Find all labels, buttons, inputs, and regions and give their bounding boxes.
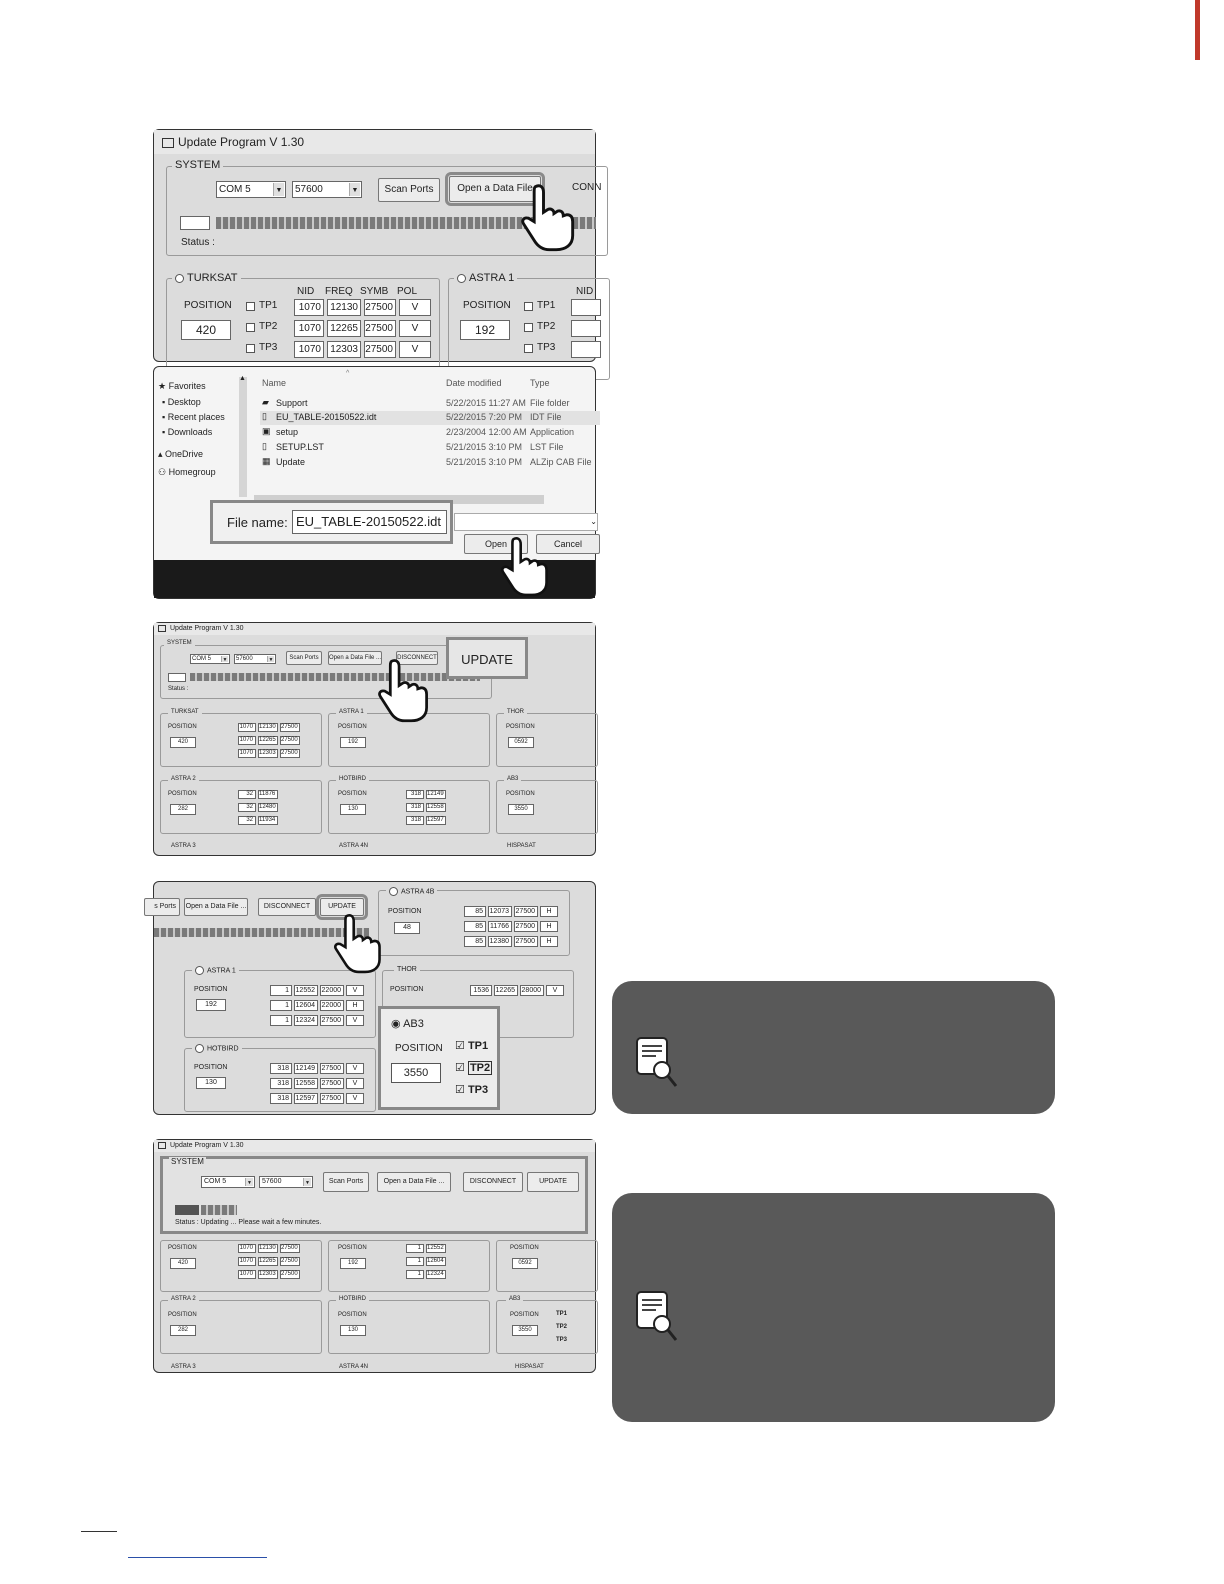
astra1-legend: ASTRA 1 [192,966,239,975]
file-name-callout [210,500,453,544]
freq-cell[interactable]: 12597 [426,816,446,825]
ab3-legend: AB3 [504,776,521,782]
astra4n-legend: ASTRA 4N [336,1364,371,1370]
chevron-down-icon: ▼ [349,183,360,196]
scan-ports-button[interactable]: Scan Ports [286,651,322,665]
symb-cell[interactable]: 27500 [320,1078,344,1089]
ab3-legend: AB3 [506,1296,523,1302]
screenshot-file-dialog [153,366,596,599]
window-icon [158,1142,166,1149]
window-title: Update Program V 1.30 [170,625,244,632]
astra1-position-field[interactable]: 192 [196,999,226,1011]
pol-cell[interactable]: V [346,1063,364,1074]
hand-pointer-icon [499,535,561,597]
tp1-label: TP1 [259,300,278,311]
position-label: POSITION [338,724,367,730]
column-date[interactable]: Date modified [446,378,502,388]
baud-rate-value: 57600 [295,184,323,195]
nid-cell[interactable]: 1 [406,1257,424,1266]
symb-cell[interactable]: 27500 [280,749,300,758]
freq-cell[interactable]: 12265 [258,736,278,745]
archive-icon: ▦ [262,456,271,466]
hand-pointer-icon [332,912,394,974]
nid-cell[interactable]: 318 [270,1078,292,1089]
symb-cell[interactable]: 27500 [320,1063,344,1074]
com-port-select[interactable]: COM 5 ▼ [201,1176,255,1188]
tp2-checkbox[interactable] [246,323,255,332]
astra4b-legend: ASTRA 4B [386,887,437,896]
freq-cell[interactable]: 12265 [494,985,518,996]
tp2-checkbox[interactable] [524,323,533,332]
hotbird-legend: HOTBIRD [336,1296,369,1302]
system-legend: SYSTEM [171,1157,204,1166]
symb-cell[interactable]: 22000 [320,1000,344,1011]
turksat-legend: TURKSAT [168,709,202,715]
position-label: POSITION [168,724,197,730]
astra1-legend: ASTRA 1 [336,709,367,715]
astra2-position-field[interactable]: 282 [170,1325,196,1336]
nid-cell[interactable]: 32 [238,816,256,825]
pol-cell[interactable]: V [399,341,431,358]
nid-cell[interactable]: 318 [406,816,424,825]
baud-rate-select[interactable]: 57600 ▼ [259,1176,313,1188]
astra2-legend: ASTRA 2 [168,776,199,782]
position-label: POSITION [506,724,535,730]
baud-rate-select[interactable] [292,181,362,198]
progress-bar [201,1205,237,1215]
nid-cell[interactable]: 1070 [238,1270,256,1279]
note-box-2 [612,1193,1055,1422]
thor-legend: THOR [394,966,420,973]
tp3-label: TP3 [259,342,278,353]
pol-cell[interactable]: H [540,936,558,947]
com-port-value: COM 5 [219,184,251,195]
com-port-select[interactable]: COM 5 ▼ [190,654,230,664]
tp3-checkbox-checked[interactable]: ☑ TP3 [455,1084,489,1096]
symb-cell[interactable]: 27500 [280,723,300,732]
progress-box [168,673,186,682]
nid-cell[interactable]: 1070 [294,320,324,337]
freq-cell[interactable]: 12324 [426,1270,446,1279]
freq-cell[interactable]: 12558 [426,803,446,812]
sidebar-item-homegroup[interactable]: ⚇ Homegroup [158,467,216,477]
nid-cell[interactable]: 318 [270,1063,292,1074]
nid-header: NID [297,286,315,297]
checkbox-checked-icon: ☑ [455,1084,465,1096]
document-icon: ▯ [262,441,267,451]
nid-cell[interactable]: 1070 [294,299,324,316]
column-name[interactable]: Name [262,378,287,388]
nid-cell[interactable]: 1 [406,1244,424,1253]
tp2-label: TP2 [556,1324,568,1330]
note-magnifier-icon [634,1035,680,1091]
system-status-callout [160,1156,588,1234]
position-label: POSITION [510,1245,539,1251]
tp2-label: TP2 [537,321,556,332]
nid-header: NID [576,286,594,297]
symb-cell[interactable]: 27500 [320,1093,344,1104]
nid-cell[interactable]: 318 [406,790,424,799]
freq-cell[interactable]: 12265 [327,320,361,337]
sidebar-item-favorites[interactable]: ★ Favorites [158,381,206,391]
file-row[interactable]: ▦ Update 5/21/2015 3:10 PM ALZip CAB File [262,456,592,467]
sort-indicator-icon: ^ [346,370,350,377]
disconnect-button[interactable]: DISCONNECT [258,898,316,916]
open-data-file-button[interactable]: Open a Data File ... [184,898,248,916]
nid-cell[interactable]: 1070 [238,736,256,745]
astra1-radio[interactable] [195,966,204,975]
symb-header: SYMB [360,286,389,297]
pol-header: POL [397,286,418,297]
symb-cell[interactable]: 27500 [514,906,538,917]
connect-button-partial[interactable]: CONN [572,182,602,193]
ab3-callout [378,1006,500,1110]
chevron-down-icon: ⌄ [590,517,597,526]
tp3-checkbox[interactable] [524,344,533,353]
thor-position-field[interactable]: 0592 [508,737,534,748]
nid-cell[interactable]: 85 [464,921,486,932]
file-row[interactable]: ▯ SETUP.LST 5/21/2015 3:10 PM LST File [262,441,564,452]
nid-cell[interactable]: 32 [238,803,256,812]
symb-cell[interactable]: 27500 [364,341,396,358]
thor-position-field[interactable]: 0592 [512,1258,538,1269]
freq-cell[interactable]: 12380 [488,936,512,947]
symb-cell[interactable]: 27500 [280,1270,300,1279]
freq-cell[interactable]: 12324 [294,1015,318,1026]
position-label: POSITION [168,1312,197,1318]
screenshot-open-data-file [153,129,602,362]
symb-cell[interactable]: 27500 [514,921,538,932]
nid-cell[interactable]: 1 [270,1015,292,1026]
freq-cell[interactable]: 11934 [258,816,278,825]
turksat-position-field[interactable]: 420 [181,320,231,340]
position-label: POSITION [168,1245,197,1251]
accent-bar [1195,0,1200,60]
astra1-position-field[interactable]: 192 [340,1258,366,1269]
hispasat-legend: HISPASAT [512,1364,547,1370]
position-label: POSITION [194,986,228,993]
hand-pointer-icon [376,657,442,723]
turksat-legend: TURKSAT [172,272,241,284]
progress-box [180,216,210,230]
chevron-down-icon: ▼ [245,1178,253,1186]
status-label: Status : [168,686,189,692]
symb-cell[interactable]: 28000 [520,985,544,996]
filename-dropdown[interactable] [454,513,598,531]
freq-cell[interactable]: 12552 [294,985,318,996]
title-bar [154,623,595,635]
freq-cell[interactable]: 12265 [258,1257,278,1266]
turksat-position-field[interactable]: 420 [170,737,196,748]
symb-cell[interactable]: 27500 [280,1257,300,1266]
file-row[interactable]: ▣ setup 2/23/2004 12:00 AM Application [262,426,575,437]
nid-cell[interactable]: 32 [238,790,256,799]
ab3-position-field[interactable]: 3550 [512,1325,538,1336]
status-updating-text: Status : Updating ... Please wait a few minutes. [175,1219,322,1226]
freq-cell[interactable]: 11876 [258,790,278,799]
update-button[interactable]: UPDATE [527,1172,579,1192]
pol-cell[interactable]: V [346,1078,364,1089]
pol-cell[interactable]: H [540,906,558,917]
nid-cell[interactable] [571,299,601,316]
open-data-file-button[interactable]: Open a Data File ... [377,1172,451,1192]
nid-cell[interactable]: 1070 [294,341,324,358]
system-legend: SYSTEM [164,640,195,646]
chevron-down-icon: ▼ [268,657,274,663]
sidebar-item-onedrive[interactable]: ▴ OneDrive [158,449,204,459]
scan-ports-button[interactable]: s Ports [144,898,180,916]
vertical-scrollbar[interactable] [239,377,247,497]
freq-cell[interactable]: 12303 [327,341,361,358]
note-magnifier-icon [634,1289,680,1345]
freq-cell[interactable]: 12303 [258,1270,278,1279]
checkbox-checked-icon: ☑ [455,1062,465,1074]
astra4b-position-field[interactable]: 48 [394,922,420,934]
pol-cell[interactable]: H [540,921,558,932]
ab3-position-field[interactable]: 3550 [508,804,534,815]
sidebar-item-desktop[interactable]: ▪ Desktop [162,397,201,407]
tp2-label: TP2 [259,321,278,332]
nid-cell[interactable] [571,320,601,337]
com-port-select[interactable] [216,181,286,198]
chevron-down-icon: ▼ [303,1178,311,1186]
open-button[interactable]: Open [464,534,528,554]
astra1-position-field[interactable]: 192 [340,737,366,748]
freq-cell[interactable]: 12604 [294,1000,318,1011]
tp3-label: TP3 [537,342,556,353]
window-title: Update Program V 1.30 [170,1142,244,1149]
symb-cell[interactable]: 27500 [364,320,396,337]
nid-cell[interactable]: 1070 [238,1257,256,1266]
progress-filled [175,1205,199,1215]
freq-cell[interactable]: 12558 [294,1078,318,1089]
system-legend: SYSTEM [172,159,223,171]
astra1-legend: ASTRA 1 [454,272,517,284]
position-label: POSITION [338,1312,367,1318]
freq-header: FREQ [325,286,353,297]
update-button-large[interactable]: UPDATE [461,652,513,667]
freq-cell[interactable]: 12130 [327,299,361,316]
screenshot-select-satellite [153,881,596,1115]
chevron-down-icon: ▼ [273,183,284,196]
position-label: POSITION [510,1312,539,1318]
symb-cell[interactable]: 27500 [514,936,538,947]
pol-cell[interactable]: V [346,1093,364,1104]
sidebar-item-downloads[interactable]: ▪ Downloads [162,427,213,437]
hotbird-radio[interactable] [195,1044,204,1053]
ab3-radio-selected[interactable]: ◉ AB3 [391,1018,424,1030]
disconnect-button[interactable]: DISCONNECT [463,1172,523,1192]
tp1-label: TP1 [537,300,556,311]
folder-icon: ▰ [262,397,269,407]
freq-cell[interactable]: 12552 [426,1244,446,1253]
turksat-position-field[interactable]: 420 [170,1258,196,1269]
window-title: Update Program V 1.30 [178,135,305,149]
tp2-checkbox-checked[interactable]: ☑ TP2 [455,1062,491,1074]
freq-cell[interactable]: 11766 [488,921,512,932]
hotbird-legend: HOTBIRD [336,776,369,782]
hotbird-position-field[interactable]: 130 [340,804,366,815]
position-label: POSITION [338,791,367,797]
thor-legend: THOR [504,709,527,715]
hotbird-position-field[interactable]: 130 [340,1325,366,1336]
position-label: POSITION [463,300,511,311]
sidebar-item-recent-places[interactable]: ▪ Recent places [162,412,225,422]
freq-cell[interactable]: 12149 [294,1063,318,1074]
cancel-button[interactable]: Cancel [536,534,600,554]
nid-cell[interactable]: 1070 [238,749,256,758]
tp1-checkbox[interactable] [524,302,533,311]
freq-cell[interactable]: 12597 [294,1093,318,1104]
symb-cell[interactable]: 27500 [364,299,396,316]
window-icon [162,138,174,148]
title-bar [154,1140,595,1152]
scan-ports-button[interactable]: Scan Ports [323,1172,369,1192]
note-box-1 [612,981,1055,1114]
baud-rate-select[interactable]: 57600 ▼ [234,654,276,664]
astra1-position-field[interactable]: 192 [460,320,510,340]
astra2-legend: ASTRA 2 [168,1296,199,1302]
symb-cell[interactable]: 27500 [280,1244,300,1253]
nid-cell[interactable]: 85 [464,906,486,917]
tp3-label: TP3 [556,1337,568,1343]
document-icon: ▯ [262,411,267,421]
nid-cell[interactable]: 1 [270,985,292,996]
freq-cell[interactable]: 12149 [426,790,446,799]
position-label: POSITION [338,1245,367,1251]
position-label: POSITION [184,300,232,311]
open-data-file-button[interactable]: Open a Data File [449,176,541,202]
pol-cell[interactable]: H [346,1000,364,1011]
nid-cell[interactable]: 1070 [238,1244,256,1253]
window-icon [158,625,166,632]
radio-selected-icon: ◉ [391,1018,401,1030]
nid-cell[interactable]: 1 [406,1270,424,1279]
astra4b-radio[interactable] [389,887,398,896]
scroll-up-icon[interactable]: ▲ [239,375,246,382]
hotbird-legend: HOTBIRD [192,1044,242,1053]
freq-cell[interactable]: 12130 [258,723,278,732]
hotbird-position-field[interactable]: 130 [196,1077,226,1089]
symb-cell[interactable]: 22000 [320,985,344,996]
freq-cell[interactable]: 12480 [258,803,278,812]
position-label: POSITION [390,986,424,993]
astra1-radio[interactable] [457,274,466,283]
astra3-legend: ASTRA 3 [168,843,199,849]
pol-cell[interactable]: V [399,299,431,316]
nid-cell[interactable]: 318 [406,803,424,812]
astra2-position-field[interactable]: 282 [170,804,196,815]
pol-cell[interactable]: V [546,985,564,996]
pol-cell[interactable]: V [346,985,364,996]
symb-cell[interactable]: 27500 [280,736,300,745]
footer-link-underline [128,1557,267,1558]
nid-cell[interactable]: 1536 [470,985,492,996]
nid-cell[interactable]: 1 [270,1000,292,1011]
disconnect-button[interactable]: DISCONNECT [396,651,438,665]
tp1-checkbox-checked[interactable]: ☑ TP1 [455,1040,489,1052]
title-bar [154,130,595,154]
screenshot-updating [153,1139,596,1373]
column-type[interactable]: Type [530,378,550,388]
nid-cell[interactable]: 85 [464,936,486,947]
update-button[interactable]: UPDATE [320,898,364,916]
scan-ports-button[interactable]: Scan Ports [378,178,440,202]
tp3-checkbox[interactable] [246,344,255,353]
hand-pointer-icon [519,182,589,252]
freq-cell[interactable]: 12130 [258,1244,278,1253]
nid-cell[interactable] [571,341,601,358]
status-label: Status : [181,237,215,248]
symb-cell[interactable]: 27500 [320,1015,344,1026]
position-label: POSITION [506,791,535,797]
tp1-checkbox[interactable] [246,302,255,311]
position-label: POSITION [388,908,422,915]
file-name-label: File name: [227,515,288,530]
pol-cell[interactable]: V [346,1015,364,1026]
pol-cell[interactable]: V [399,320,431,337]
position-label: POSITION [395,1043,443,1054]
tp1-label: TP1 [556,1311,568,1317]
freq-cell[interactable]: 12073 [488,906,512,917]
open-data-file-button[interactable]: Open a Data File ... [328,651,382,665]
astra4n-legend: ASTRA 4N [336,843,371,849]
screenshot-update-button [153,622,596,856]
turksat-radio[interactable] [175,274,184,283]
file-name-input[interactable]: EU_TABLE-20150522.idt [292,510,447,534]
nid-cell[interactable]: 1070 [238,723,256,732]
application-icon: ▣ [262,426,271,436]
chevron-down-icon: ▼ [222,657,228,663]
checkbox-checked-icon: ☑ [455,1040,465,1052]
position-label: POSITION [168,791,197,797]
astra3-legend: ASTRA 3 [168,1364,199,1370]
freq-cell[interactable]: 12604 [426,1257,446,1266]
file-row[interactable]: ▰ Support 5/22/2015 11:27 AM File folder [262,397,570,408]
freq-cell[interactable]: 12303 [258,749,278,758]
footer-rule [81,1531,117,1532]
position-label: POSITION [194,1064,228,1071]
ab3-position-field[interactable]: 3550 [391,1063,441,1083]
hispasat-legend: HISPASAT [504,843,539,849]
nid-cell[interactable]: 318 [270,1093,292,1104]
update-button-callout[interactable] [446,637,528,679]
file-row-selected[interactable]: ▯ EU_TABLE-20150522.idt 5/22/2015 7:20 PM IDT File [260,411,600,425]
